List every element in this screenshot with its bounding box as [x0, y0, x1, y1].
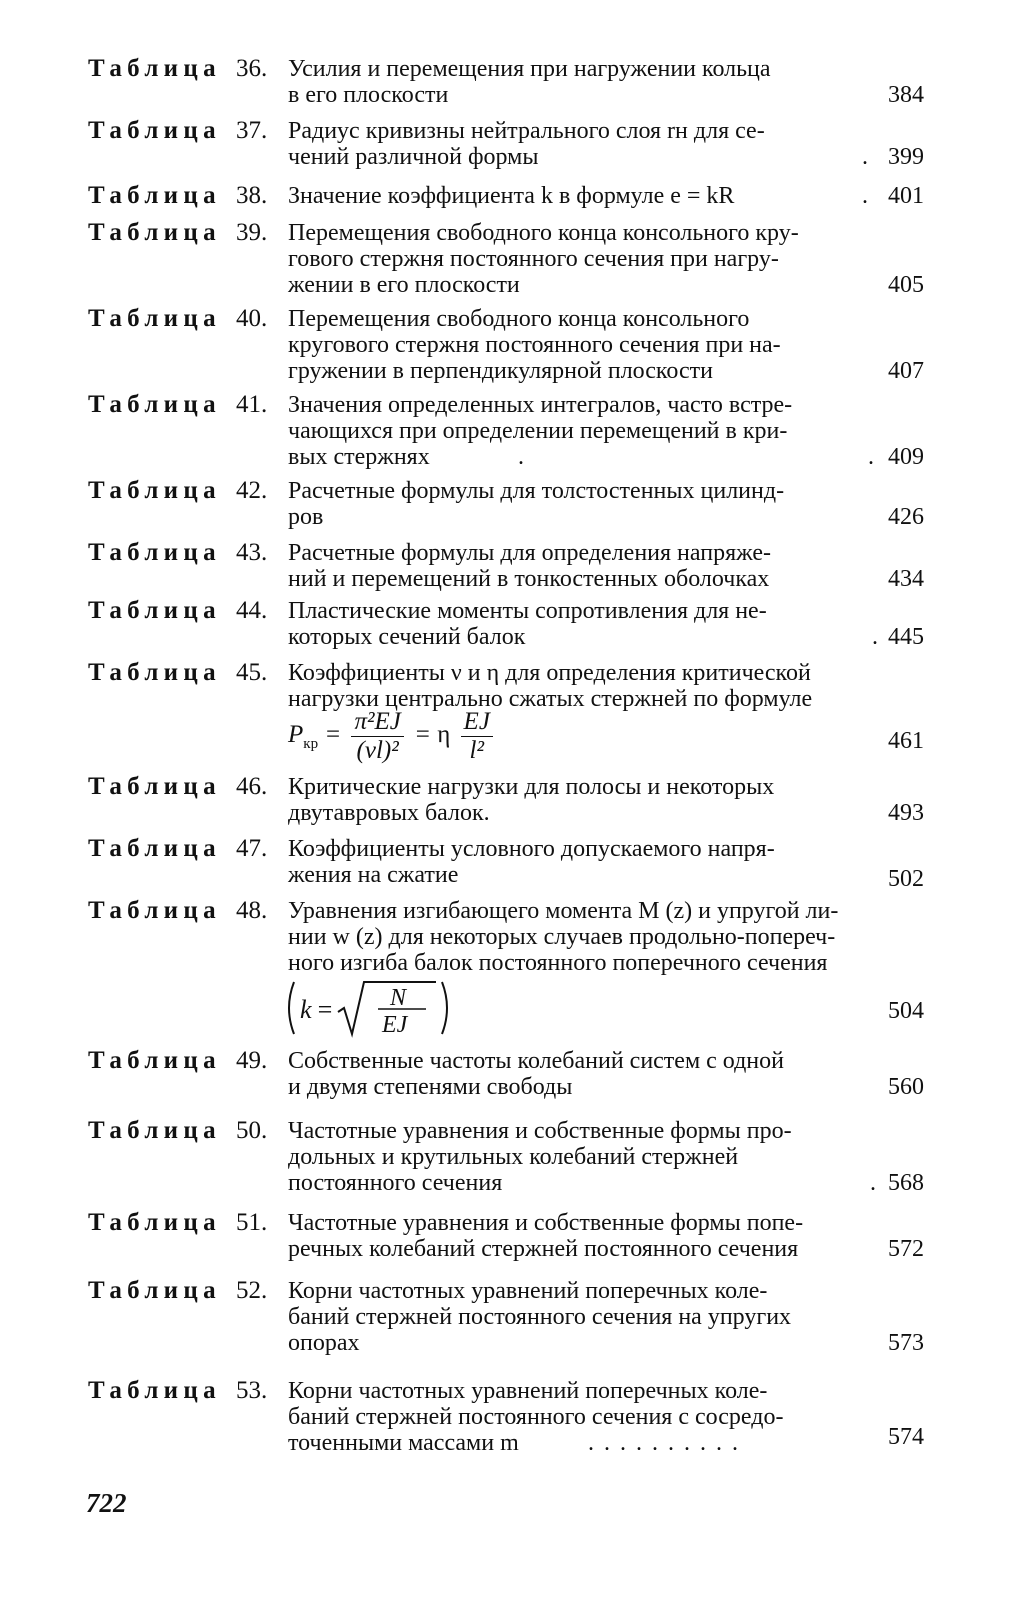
svg-text:N: N [390, 985, 407, 1011]
entry-title: Усилия и перемещения при нагружении кольца в его плоскости [288, 56, 771, 108]
toc-entry-43: Таблица 43. Расчетные формулы для определения напряже- ний и перемещений в тонкостенных оболочках 434 [88, 539, 924, 592]
page-number: 722 [86, 1488, 127, 1518]
entry-title: Собственные частоты колебаний систем с одной и двумя степенями свободы [288, 1048, 784, 1100]
entry-title: Перемещения свободного конца консольного кру- гового стержня постоянного сечения при нагру- жении в его плоскости [288, 220, 799, 298]
entry-page: 384 [888, 82, 924, 108]
entry-title: Корни частотных уравнений поперечных коле- баний стержней постоянного сечения с сосредо- точенными массами m [288, 1378, 784, 1456]
k-sqrt-formula [286, 978, 456, 1038]
toc-entry-51: Таблица 51. Частотные уравнения и собственные формы попе- речных колебаний стержней постоянного сечения 572 [88, 1209, 924, 1262]
entry-page: 405 [888, 272, 924, 298]
critical-load-formula: $P_{кр}$ = $\frac{\text{π²EJ}}{\text{(νl)²}}$ = η $\frac{EJ}{\text{l²}}$ [288, 708, 497, 765]
toc-entry-44: Таблица 44. Пластические моменты сопротивления для не- которых сечений балок . 445 [88, 597, 924, 650]
entry-page: 574 [888, 1424, 924, 1450]
toc-entry-40: Таблица 40. Перемещения свободного конца консольного кругового стержня постоянного сечения при на- гружении в перпендикулярной плоскости 407 [88, 305, 924, 384]
toc-entry-48: Таблица 48. Уравнения изгибающего момента M (z) и упругой ли- нии w (z) для некоторых случаев продольно-попереч- ного изгиба балок постоянного поперечного сечения k = N EJ 504 [88, 898, 930, 1038]
entry-page: 568 [888, 1170, 924, 1196]
entry-title: Пластические моменты сопротивления для не- которых сечений балок [288, 598, 767, 650]
entry-page: 502 [888, 866, 924, 892]
svg-text:k: k [300, 995, 312, 1024]
toc-entry-38: Таблица 38. Значение коэффициента k в формуле e = kR . 401 [88, 182, 924, 209]
entry-page: 401 [888, 183, 924, 209]
entry-label: Таблица [88, 55, 221, 82]
entry-page: 399 [888, 144, 924, 170]
entry-page: 573 [888, 1330, 924, 1356]
entry-title: Расчетные формулы для определения напряже- ний и перемещений в тонкостенных оболочках [288, 540, 772, 592]
k-formula [286, 978, 456, 1045]
entry-title: Коэффициенты ν и η для определения критической нагрузки центрально сжатых стержней по формуле [288, 660, 813, 712]
entry-page: 461 [888, 728, 924, 754]
entry-page: 572 [888, 1236, 924, 1262]
entry-title: Частотные уравнения и собственные формы попе- речных колебаний стержней постоянного сечения [288, 1210, 804, 1262]
entry-page: 504 [888, 998, 924, 1024]
entry-title: Перемещения свободного конца консольного кругового стержня постоянного сечения при на- гружении в перпендикулярной плоскости [288, 306, 781, 384]
formula-fraction: $\frac{EJ}{\text{l²}}$ [461, 708, 493, 765]
entry-number: 36. [236, 55, 268, 82]
toc-entry-36 [88, 56, 930, 116]
toc-entry-42: Таблица 42. Расчетные формулы для толстостенных цилинд- ров 426 [88, 477, 924, 530]
toc-entry-52: Таблица 52. Корни частотных уравнений поперечных коле- баний стержней постоянного сечения на упругих опорах 573 [88, 1277, 924, 1356]
entry-title: Коэффициенты условного допускаемого напря- жения на сжатие [288, 836, 775, 888]
toc-entry-49: Таблица 49. Собственные частоты колебаний систем с одной и двумя степенями свободы 560 [88, 1047, 924, 1100]
entry-page: 445 [888, 624, 924, 650]
svg-text:EJ: EJ [382, 1012, 408, 1038]
entry-page: 434 [888, 566, 924, 592]
entry-title: Значения определенных интегралов, часто встре- чающихся при определении перемещений в кри- вых стержнях [288, 392, 793, 470]
svg-text:=: = [316, 995, 334, 1024]
entry-title: Радиус кривизны нейтрального слоя rн для се- чений различной формы [288, 118, 765, 170]
entry-title: Критические нагрузки для полосы и некоторых двутавровых балок. [288, 774, 775, 826]
toc-entry-37: Таблица 37. Радиус кривизны нейтрального слоя rн для се- чений различной формы . 399 [88, 117, 924, 170]
toc-entry-41: Таблица 41. Значения определенных интегралов, часто встре- чающихся при определении перемещений в кри- вых стержнях . . 409 [88, 391, 924, 470]
entry-page: 493 [888, 800, 924, 826]
entry-title: Корни частотных уравнений поперечных коле- баний стержней постоянного сечения на упругих опорах [288, 1278, 792, 1356]
toc-entry-47: Таблица 47. Коэффициенты условного допускаемого напря- жения на сжатие 502 [88, 835, 924, 892]
entry-title: Расчетные формулы для толстостенных цилинд- ров [288, 478, 785, 530]
entry-page: 409 [888, 444, 924, 470]
toc-entry-45: Таблица 45. Коэффициенты ν и η для определения критической нагрузки центрально сжатых стержней по формуле $P_{кр}$ = $\frac{\text{π²EJ}}{\text{(νl)²}}$ = η $\frac{EJ}{\text{l²}}$ 461 [88, 660, 930, 770]
toc-entry-39: Таблица 39. Перемещения свободного конца консольного кру- гового стержня постоянного сечения при нагру- жении в его плоскости 405 [88, 219, 924, 298]
entry-page: 407 [888, 358, 924, 384]
entry-page: 560 [888, 1074, 924, 1100]
entry-page: 426 [888, 504, 924, 530]
toc-entry-50: Таблица 50. Частотные уравнения и собственные формы про- дольных и крутильных колебаний стержней постоянного сечения . 568 [88, 1117, 924, 1196]
formula-fraction: $\frac{\text{π²EJ}}{\text{(νl)²}}$ [351, 708, 403, 765]
toc-entry-53: Таблица 53. Корни частотных уравнений поперечных коле- баний стержней постоянного сечения с сосредо- точенными массами m . . . . . . . . . . 574 [88, 1377, 924, 1456]
toc-entry-46: Таблица 46. Критические нагрузки для полосы и некоторых двутавровых балок. 493 [88, 773, 924, 826]
entry-title: Значение коэффициента k в формуле e = kR [288, 183, 735, 209]
entry-title: Уравнения изгибающего момента M (z) и упругой ли- нии w (z) для некоторых случаев продольно-попереч- ного изгиба балок постоянного поперечного сечения [288, 898, 839, 976]
entry-title: Частотные уравнения и собственные формы про- дольных и крутильных колебаний стержней постоянного сечения [288, 1118, 792, 1196]
